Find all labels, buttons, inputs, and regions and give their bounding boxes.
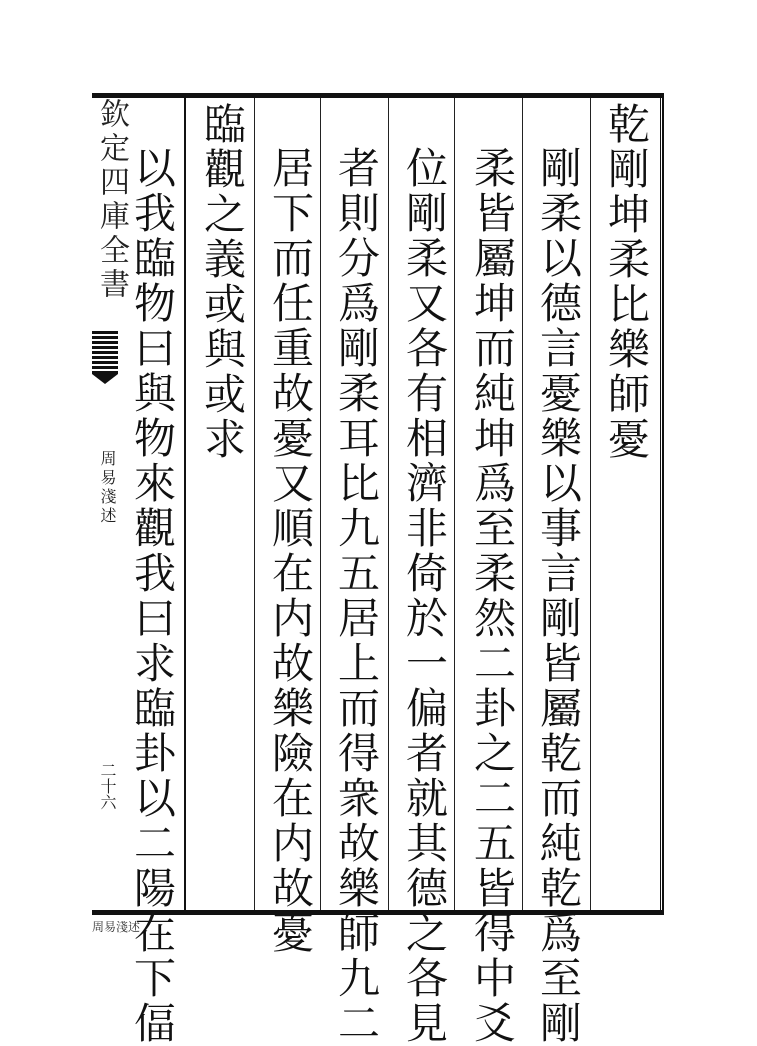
text-column: 居下而任重故憂又順在内故樂險在内故憂 [266, 146, 315, 956]
frame-outer-rule [660, 93, 661, 915]
page-number: 二十六 [98, 762, 117, 810]
text-column: 剛柔以德言憂樂以事言剛皆屬乾而純乾爲至剛 [534, 146, 583, 1046]
text-column: 以我臨物曰與物來觀我曰求臨卦以二陽在下偪 [128, 146, 177, 1046]
column-divider [454, 98, 455, 910]
heading-column-lin-guan: 臨觀之義或與或求 [198, 102, 247, 462]
fishtail-mark-icon [92, 330, 118, 374]
frame-left-rule [184, 93, 186, 915]
column-divider [522, 98, 523, 910]
column-divider [388, 98, 389, 910]
bottom-mark: 周易淺述 [92, 920, 141, 934]
text-column: 位剛柔又各有相濟非倚於一偏者就其德之各見 [400, 146, 449, 1046]
column-divider [590, 98, 591, 910]
book-title: 周易淺述 [98, 450, 117, 526]
text-column: 柔皆屬坤而純坤爲至柔然二卦之二五皆得中爻 [468, 146, 517, 1046]
column-divider [320, 98, 321, 910]
running-title: 欽定四庫全書 [94, 98, 129, 302]
heading-column-qian-kun: 乾剛坤柔比樂師憂 [602, 102, 651, 462]
column-divider [254, 98, 255, 910]
text-column: 者則分爲剛柔耳比九五居上而得衆故樂師九二 [332, 146, 381, 1046]
